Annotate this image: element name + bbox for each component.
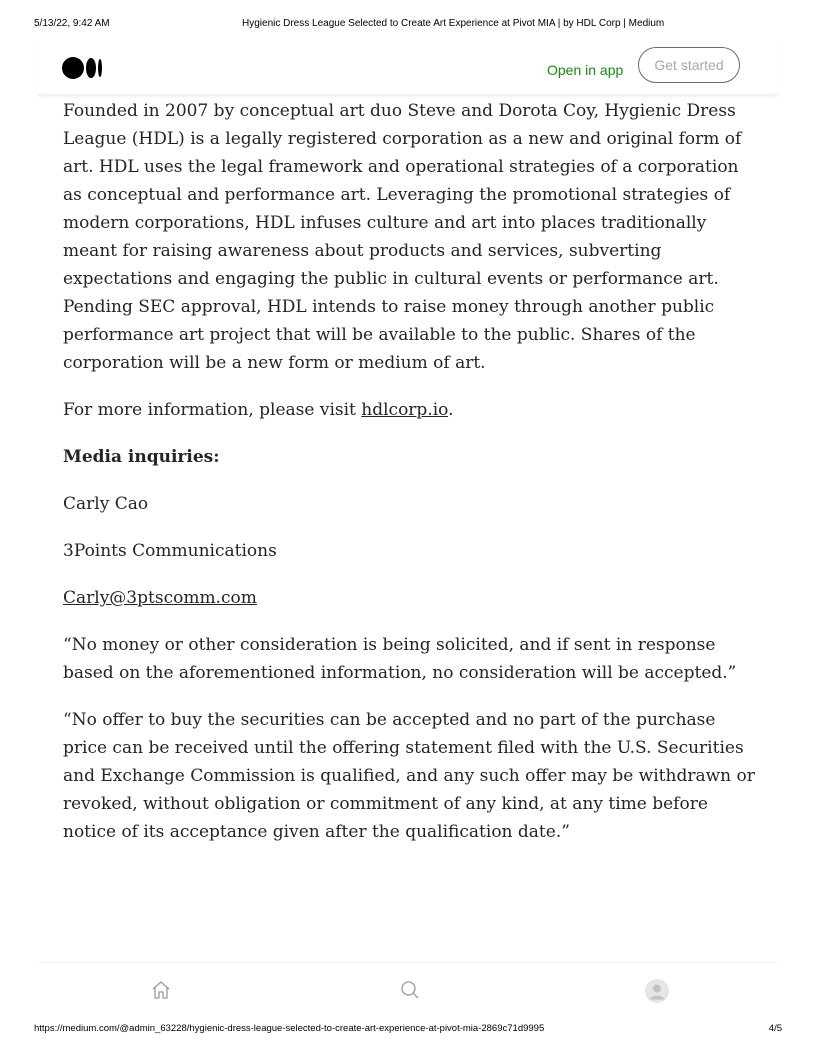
- contact-company: 3Points Communications: [63, 541, 277, 561]
- bottom-navigation-bar: [38, 962, 778, 1017]
- get-started-button[interactable]: Get started: [638, 47, 740, 83]
- print-header: [34, 18, 782, 32]
- top-navigation-bar: [38, 38, 778, 95]
- home-icon[interactable]: [150, 979, 172, 1006]
- disclaimer-no-offer: “No offer to buy the securities can be accepted and no part of the purchase price can be received until the offering statement filed with the U.S. Securities and Exchange Commission is qualified, and any such offer may be withdrawn or revoked, without obligation or commitment of any kind, at any time before notice of its acceptance given after the qualification date.”: [63, 710, 755, 842]
- print-page-title: Hygienic Dress League Selected to Create Art Experience at Pivot MIA | by HDL Corp | Medium: [242, 18, 665, 29]
- article-body: [63, 97, 755, 865]
- print-footer: [34, 1023, 782, 1037]
- contact-email-paragraph: [63, 584, 755, 612]
- paragraph-more-info: [63, 396, 755, 424]
- more-info-period: .: [448, 400, 454, 420]
- hdlcorp-link[interactable]: hdlcorp.io: [361, 400, 449, 420]
- disclaimer-no-solicitation: “No money or other consideration is being solicited, and if sent in response based on the aforementioned information, no consideration will be accepted.”: [63, 635, 737, 683]
- print-url: https://medium.com/@admin_63228/hygienic-dress-league-selected-to-create-art-experience-at-pivot-mia-2869c71d9995: [34, 1023, 545, 1034]
- avatar-icon[interactable]: [645, 979, 669, 1008]
- open-in-app-link[interactable]: Open in app: [547, 62, 624, 78]
- print-date: 5/13/22, 9:42 AM: [34, 18, 110, 29]
- paragraph-about-hdl: Founded in 2007 by conceptual art duo Steve and Dorota Coy, Hygienic Dress League (HDL) is a legally registered corporation as a new and original form of art. HDL uses the legal framework and operational strategies of a corporation as conceptual and performance art. Leveraging the promotional strategies of modern corporations, HDL infuses culture and art into places traditionally meant for raising awareness about products and services, subverting expectations and engaging the public in cultural events or performance art. Pending SEC approval, HDL intends to raise money through another public performance art project that will be available to the public. Shares of the corporation will be a new form or medium of art.: [63, 101, 742, 373]
- contact-email-link[interactable]: Carly@3ptscomm.com: [63, 588, 257, 608]
- media-inquiries-heading: [63, 443, 755, 471]
- print-page-number: 4/5: [768, 1023, 782, 1034]
- search-icon[interactable]: [399, 979, 421, 1006]
- contact-name: Carly Cao: [63, 494, 149, 514]
- media-inquiries-label: Media inquiries:: [63, 447, 220, 467]
- more-info-text: For more information, please visit: [63, 400, 362, 420]
